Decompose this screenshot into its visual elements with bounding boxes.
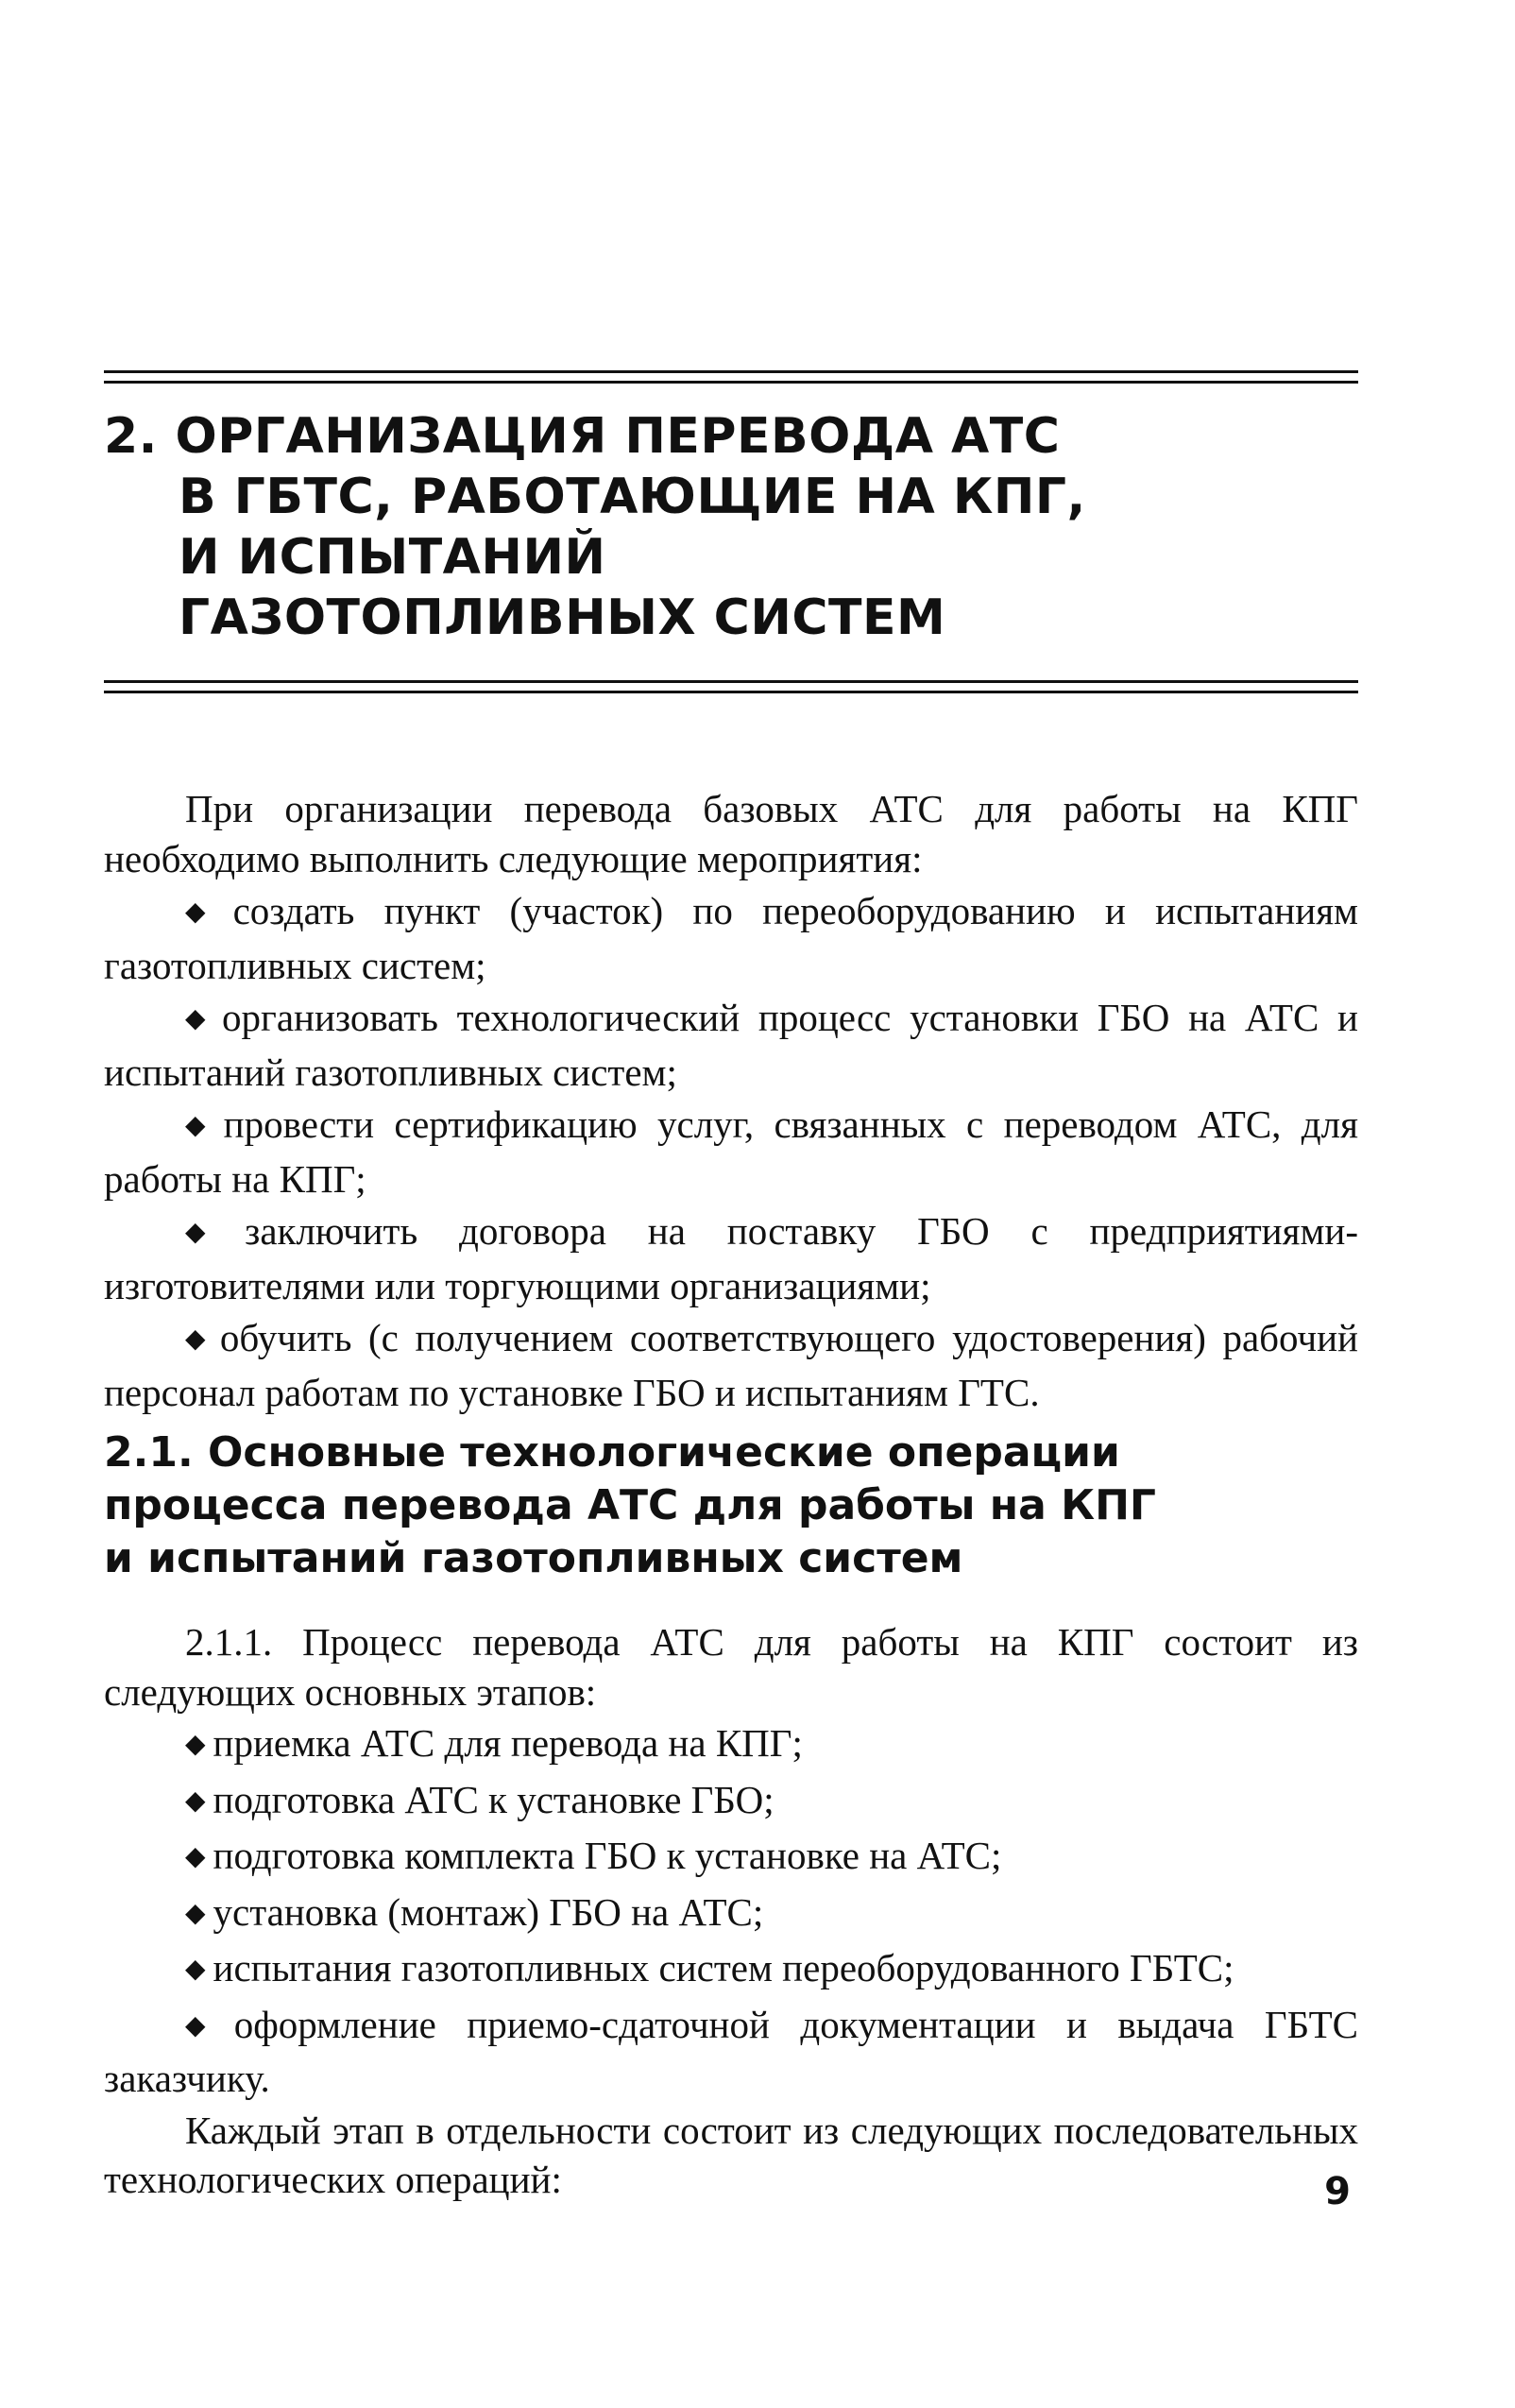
list-item-text: приемка АТС для перевода на КПГ; [213,1721,803,1765]
diamond-bullet-icon: ◆ [185,1840,206,1871]
list-item [104,1887,1358,1942]
rule-line [104,691,1358,693]
page-number: 9 [1324,2170,1351,2213]
list-item [104,993,1358,1097]
diamond-bullet-icon: ◆ [185,1002,214,1033]
list-item [104,1775,1358,1830]
chapter-title-line: 2. ОРГАНИЗАЦИЯ ПЕРЕВОДА АТС [104,408,1061,465]
chapter-title [104,406,1360,648]
diamond-bullet-icon: ◆ [185,1323,213,1354]
chapter-bottom-double-rule [104,680,1358,695]
diamond-bullet-icon: ◆ [185,1896,206,1928]
rule-line [104,680,1358,683]
diamond-bullet-icon: ◆ [185,1109,216,1140]
list-item-text: создать пункт (участок) по переоборудованию и испытаниям газотопливных систем; [104,889,1358,987]
list-item [104,1718,1358,1773]
diamond-bullet-icon: ◆ [185,1728,206,1759]
list-item [104,1831,1358,1886]
list-item-text: установка (монтаж) ГБО на АТС; [213,1889,764,1934]
section-title-line: и испытаний газотопливных систем [104,1534,963,1582]
list-item [104,2000,1358,2104]
section-lead-paragraph: 2.1.1. Процесс перевода АТС для работы на КПГ состоит из следующих основных этапов: [104,1620,1358,1714]
section-title-line: 2.1. Основные технологические операции [104,1428,1120,1477]
list-item-text: заключить договора на поставку ГБО с предприятиями-изготовителями или торгующими организациями; [104,1209,1358,1307]
intro-lead-paragraph: При организации перевода базовых АТС для работы на КПГ необходимо выполнить следующие мероприятия: [104,787,1358,880]
list-item-text: подготовка АТС к установке ГБО; [213,1777,775,1821]
rule-line [104,381,1358,384]
list-item [104,1943,1358,1998]
section-text-block [104,1617,1358,2207]
chapter-title-line: И ИСПЫТАНИЙ [179,529,606,586]
diamond-bullet-icon: ◆ [185,1784,206,1816]
intro-text-block [104,784,1358,1420]
list-item [104,1313,1358,1417]
diamond-bullet-icon: ◆ [185,896,226,927]
list-item-text: испытания газотопливных систем переоборудованного ГБТС; [213,1946,1234,1990]
diamond-bullet-icon: ◆ [185,2008,227,2041]
diamond-bullet-icon: ◆ [185,1216,238,1247]
section-title [104,1426,1360,1585]
chapter-title-line: ГАЗОТОПЛИВНЫХ СИСТЕМ [179,589,946,646]
list-item-text: организовать технологический процесс установки ГБО на АТС и испытаний газотопливных систем; [104,996,1358,1094]
list-item-text: обучить (с получением соответствующего удостоверения) рабочий персонал работам по установке ГБО и испытаниям ГТС. [104,1316,1358,1414]
rule-line [104,370,1358,373]
list-item-text: провести сертификацию услуг, связанных с переводом АТС, для работы на КПГ; [104,1102,1358,1201]
list-item [104,886,1358,990]
list-item-text: подготовка комплекта ГБО к установке на АТС; [213,1834,1002,1877]
diamond-bullet-icon: ◆ [185,1953,206,1984]
list-item [104,1100,1358,1204]
section-title-line: процесса перевода АТС для работы на КПГ [104,1481,1156,1529]
chapter-top-double-rule [104,370,1358,385]
chapter-title-line: В ГБТС, РАБОТАЮЩИЕ НА КПГ, [179,469,1086,525]
list-item-text: оформление приемо-сдаточной документации и выдача ГБТС заказчику. [104,2002,1358,2100]
closing-paragraph: Каждый этап в отдельности состоит из следующих последовательных технологических операций: [104,2108,1358,2201]
list-item [104,1206,1358,1310]
